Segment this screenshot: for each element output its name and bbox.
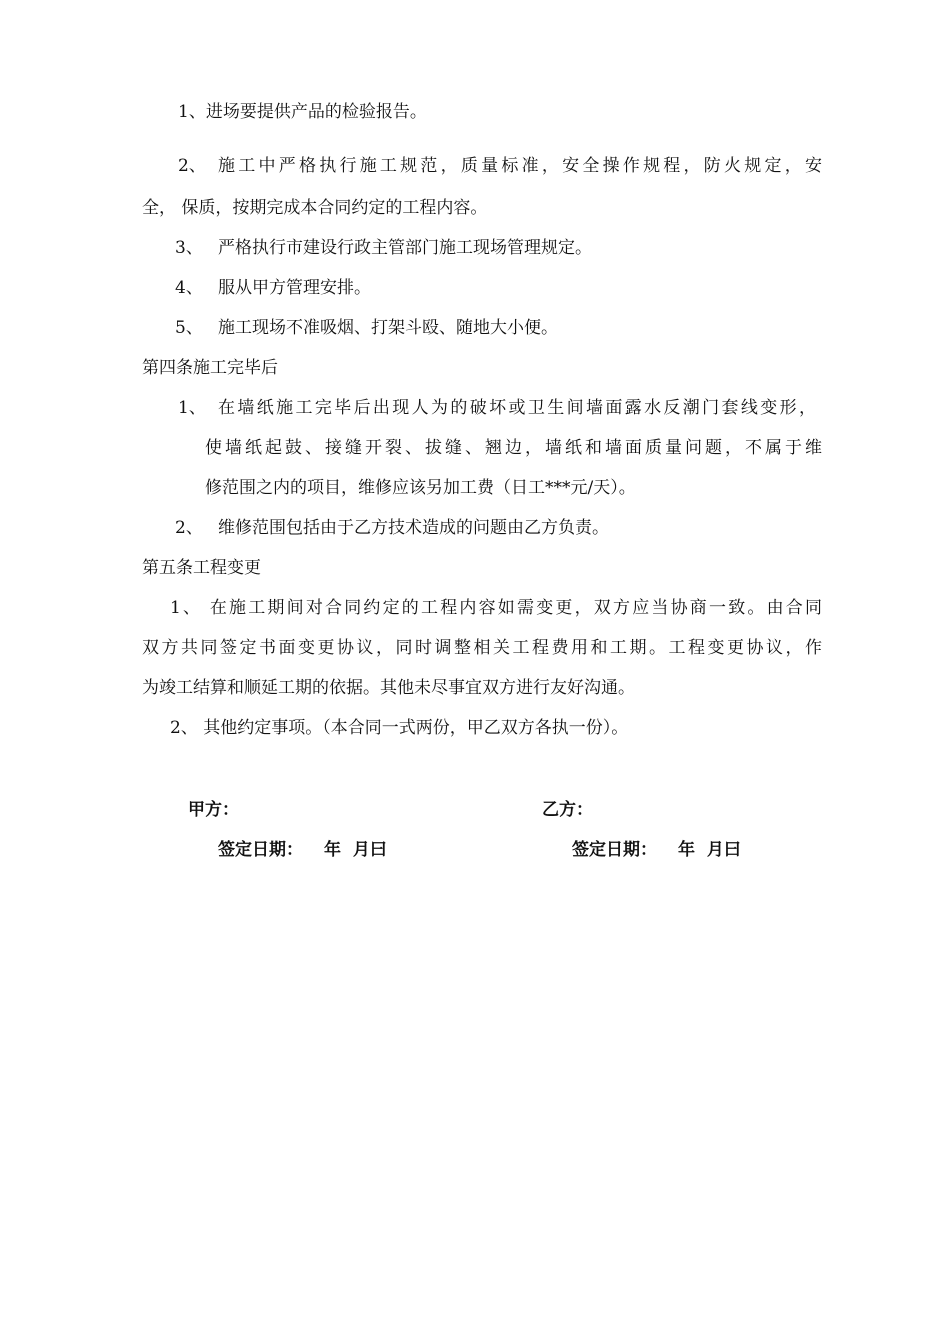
clause-3-item-4-number: 4、 [175, 278, 203, 298]
clause-5-item-1-line-3: 为竣工结算和顺延工期的依据。其他未尽事宜双方进行友好沟通。 [142, 678, 635, 698]
clause-5-item-1-line-2: 双方共同签定书面变更协议，同时调整相关工程费用和工期。工程变更协议，作 [142, 638, 822, 658]
clause-4-heading: 第四条施工完毕后 [142, 358, 278, 378]
party-b-label: 乙方： [542, 800, 593, 820]
party-a-date-label: 签定日期： [218, 840, 303, 860]
clause-4-item-2: 维修范围包括由于乙方技术造成的问题由乙方负责。 [218, 518, 609, 538]
clause-4-item-1-number: 1、 [178, 398, 206, 418]
clause-3-item-3-number: 3、 [175, 238, 203, 258]
party-b-date-value: 年 月曰 [678, 840, 741, 860]
clause-4-item-1-line-1: 在墙纸施工完毕后出现人为的破坏或卫生间墙面露水反潮门套线变形， [218, 398, 816, 418]
clause-3-item-1: 1、进场要提供产品的检验报告。 [178, 102, 427, 122]
clause-5-heading: 第五条工程变更 [142, 558, 261, 578]
clause-3-item-2-number: 2、 [178, 156, 206, 176]
party-b-date-label: 签定日期： [572, 840, 657, 860]
clause-5-item-1-line-1: 1、 在施工期间对合同约定的工程内容如需变更，双方应当协商一致。由合同 [170, 598, 822, 618]
clause-5-item-2: 2、 其他约定事项。（本合同一式两份，甲乙双方各执一份）。 [170, 718, 629, 738]
party-a-date-value: 年 月曰 [324, 840, 387, 860]
clause-3-item-4: 服从甲方管理安排。 [218, 278, 371, 298]
clause-4-item-1-line-2: 使墙纸起鼓、接缝开裂、拔缝、翘边，墙纸和墙面质量问题，不属于维 [205, 438, 822, 458]
clause-3-item-2-line-1: 施工中严格执行施工规范，质量标准，安全操作规程，防火规定，安 [218, 156, 822, 176]
clause-3-item-2-line-2: 全， 保质，按期完成本合同约定的工程内容。 [142, 198, 488, 218]
clause-4-item-1-line-3: 修范围之内的项目，维修应该另加工费（日工***元/天）。 [205, 478, 636, 498]
clause-3-item-5-number: 5、 [175, 318, 203, 338]
party-a-label: 甲方： [188, 800, 239, 820]
clause-3-item-5: 施工现场不准吸烟、打架斗殴、随地大小便。 [218, 318, 558, 338]
clause-4-item-2-number: 2、 [175, 518, 203, 538]
clause-3-item-3: 严格执行市建设行政主管部门施工现场管理规定。 [218, 238, 592, 258]
